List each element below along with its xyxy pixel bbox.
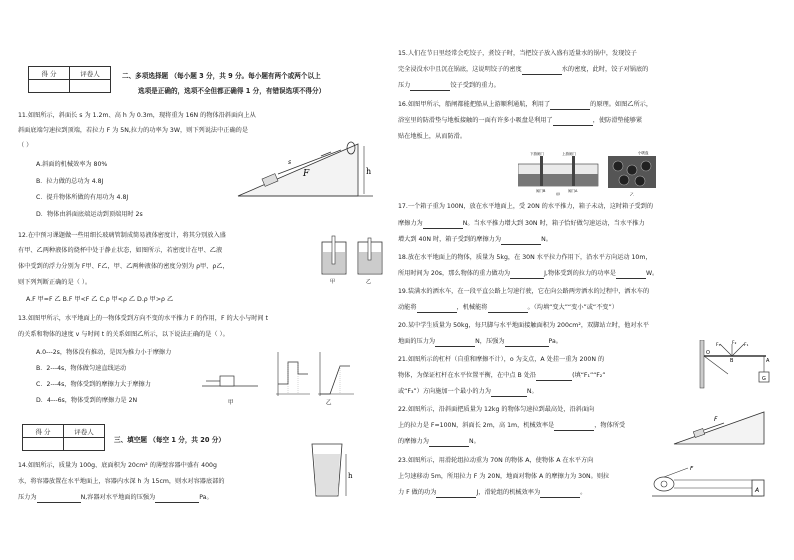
q16-valve-b-label: 阀门B [536,189,546,193]
q11-option-b: B．拉力做的总功为 4.8J [36,178,104,185]
q11-line2: 斜面底端匀速拉到顶端，若拉力 F 为 5N,拉力的功率为 3W，则下列说法中正确的是 [18,127,249,134]
q16-suction-cup-label: 小吸盘 [638,151,649,155]
q14-line2: 水，将容器放置在水平地面上，容器内水深 h 为 15cm，则水对容器底部的 [18,478,225,485]
q13-graphs-figure [198,348,358,406]
q16-line2 [398,117,642,126]
q22-blank-2[interactable] [429,438,469,447]
q20-blank-1[interactable] [435,338,475,347]
q12-line4: 则下列判断正确的是（ ）。 [18,279,92,286]
q17-text-c: 增大到 40N 时，箱子受到的摩擦力为 [398,236,502,243]
q15-blank-2[interactable] [410,82,450,91]
q23-line1: 23.如图所示，用滑轮组拉动重为 70N 的物体 A，使物体 A 在水平方向 [398,457,594,464]
grader-label: 评卷人 [70,67,111,80]
q21-line3 [398,388,538,397]
q16-blank-1[interactable] [550,101,590,110]
q22-text-d: N。 [468,438,480,445]
q21-o-label: O [706,350,710,356]
q12-jia-label: 甲 [330,279,336,284]
q16-downstream-gate-label: 下游闸门 [530,152,544,156]
q21-text-d: N。 [526,388,538,395]
section-3-title: 三、填空题 （每空 1 分，共 20 分） [114,436,225,444]
q11-line1: 11.如图所示，斜面长 s 为 1.2m、高 h 为 0.3m，现将重为 16N 的物体沿斜面向上从 [18,112,256,119]
q21-text-a: 物体，为保证杠杆在水平位置平衡，在中点 B 处沿 [398,372,537,379]
q16-lock-and-suction-figure [518,150,658,196]
section-2-title: 二、多项选择题 （每小题 3 分，共 9 分。每小题有两个或两个以上 [122,72,321,80]
q16-yi-label: 乙 [630,192,634,196]
q16-line1 [398,101,652,110]
q14-line3 [18,494,213,503]
q13-line2: 的关系和物体的速度 v 与时间 t 的关系如图乙所示，以下说法正确的是（ ）。 [18,331,229,338]
q11-h-label: h [366,167,372,176]
q23-text-a: 力 F 做的功为 [398,489,437,496]
q21-text-c: 或“F₃”）方向施加一个最小的力为 [398,388,491,395]
q13-option-d: D．4---6s，物体受到的摩擦力是 2N [36,397,138,404]
q22-line1: 22.如图所示，沿斜面把质量为 12kg 的物体匀速拉到最高处，沿斜面向 [398,406,595,413]
q12-yi-label: 乙 [366,279,372,284]
q23-line2: 上匀速移动 5m，所用拉力 F 为 20N，地面对物体 A 的摩擦力为 30N。则拉 [398,473,610,480]
q22-incline-figure [670,404,770,448]
q21-f2-label: F₂ [732,341,737,346]
q17-line3 [398,236,552,245]
q21-g-label: G [762,376,766,382]
q20-line1: 20.某中学生质量为 50kg，每只脚与水平地面接触面积为 200cm²，双脚站立时，他对水平 [398,322,649,329]
q21-a-label: A [766,358,770,364]
q18-blank-1[interactable] [510,270,544,279]
q13-option-c: C．2---4s，物体受到的摩擦力大于摩擦力 [36,381,151,388]
q16-blank-2[interactable] [553,117,593,126]
q21-f3-label: F₃ [716,343,721,348]
q21-b-label: B [730,358,734,364]
q22-text-c: 的摩擦力为 [398,438,429,445]
q15-text-d: 饺子受到的重力。 [450,82,500,89]
q16-valve-a-label: 阀门A [568,189,578,193]
q19-blank-1[interactable] [417,304,457,313]
q14-h-label: h [348,472,353,480]
score-label: 得 分 [29,67,70,80]
q11-option-c: C．提升物体所做的有用功为 4.8J [36,194,129,201]
q22-blank-1[interactable] [554,422,594,431]
q18-text-c: W。 [645,270,659,277]
q15-line1: 15.人们在节日里经常会吃饺子，煮饺子时，当把饺子放入盛有适量水的锅中，发现饺子 [398,50,637,57]
q18-line1: 18.放在水平地面上的物体，质量为 5kg，在 30N 水平拉力作用下，沿水平方向运动 10m， [398,254,652,261]
q21-f1-label: F₁ [744,343,749,348]
score-box-section-3 [22,424,105,451]
q13-option-a: A.0---2s，物体没有推动，是因为推力小于摩擦力 [36,349,172,356]
q17-text-d: N。 [541,236,552,243]
q11-s-label: s [288,159,292,166]
q14-text-c: Pa。 [199,494,213,501]
q19-blank-2[interactable] [488,304,528,313]
q15-line2 [398,66,648,75]
q17-line2 [398,220,645,229]
q19-line1: 19.装满水的洒水车，在一段平直公路上匀速行驶，它在向公路两旁洒水的过程中，洒水车的 [398,288,650,295]
q19-text-b: ，机械能将 [456,304,488,311]
q20-text-b: N，压强为 [475,338,505,345]
q17-line1: 17.一个箱子重为 100N，放在水平地面上，受 20N 的水平推力，箱子未动，这时箱子受到的 [398,203,654,210]
q16-text-c: 浴室里的防滑垫与地板接触的一面有许多小吸盘是利用了 [398,117,553,124]
q11-option-a: A.斜面的机械效率为 80% [36,161,108,168]
q22-line3 [398,438,480,447]
q23-pulley-figure [648,462,768,502]
q17-blank-2[interactable] [501,236,541,245]
q19-text-a: 动能将 [398,304,417,311]
q14-container-figure [308,440,358,500]
q18-blank-2[interactable] [616,270,646,279]
q22-text-a: 上的拉力是 F=100N，斜面长 2m，高 1m，机械效率是 [398,422,555,429]
q13-jia-label: 甲 [228,400,234,406]
q23-a-label: A [755,487,760,494]
q11-line3: （ ） [18,142,33,149]
q16-line3: 贴在地板上，从而防滑。 [398,133,467,140]
q22-force-label: F [714,416,718,423]
q16-jia-label: 甲 [556,192,560,196]
q12-beakers-figure [318,234,390,284]
q16-upstream-gate-label: 上游闸门 [562,152,576,156]
q12-options: A.F 甲=F 乙 B.F 甲<F 乙 C.ρ 甲<ρ 乙 D.ρ 甲>ρ 乙 [26,296,174,303]
score-label: 得 分 [23,425,64,438]
q18-line2 [398,270,658,279]
q21-blank-1[interactable] [536,372,572,381]
q22-line2 [398,422,625,431]
q15-text-b: 水的密度，此时，饺子对锅底的 [561,66,649,73]
grader-label: 评卷人 [64,425,105,438]
q12-line1: 12.在中预习课题做一些用细长玻璃管制成简易液体密度计，将其分别放入盛 [18,232,226,239]
grader-cell[interactable] [70,80,111,93]
q20-text-a: 地面的压力为 [398,338,436,345]
q22-text-b: ，物体所受 [594,422,626,429]
q21-lever-figure [698,340,776,390]
q23-blank-2[interactable] [540,489,580,498]
q17-blank-1[interactable] [423,220,463,229]
q18-text-b: J,物体受到的拉力的功率是 [544,270,616,277]
q12-line3: 体中受到的浮力分别为 F甲、F乙，甲、乙两种液体的密度分别为 ρ甲、ρ乙， [18,263,229,270]
q13-line1: 13.如图甲所示，水平地面上的一物体受到方向不变的水平推力 F 的作用，F 的大小与时间 t [18,315,268,322]
q12-line2: 有甲、乙两种液体的烧杯中处于静止状态，如图所示，若密度计在甲、乙液 [18,247,223,254]
q15-blank-1[interactable] [522,66,562,75]
q23-force-label: F [690,466,694,472]
q23-text-c: 。 [580,489,587,496]
q11-force-label: F [303,169,310,179]
q15-text-c: 压力 [398,82,411,89]
score-cell[interactable] [29,80,70,93]
q13-option-b: B．2---4s，物体做匀速直线运动 [36,365,127,372]
q18-text-a: 所用时间为 20s，那么物体的重力做功为 [398,270,511,277]
q21-blank-2[interactable] [491,388,527,397]
q13-yi-label: 乙 [326,400,332,406]
section-2-title-line2: 选项是正确的，选项不全但都正确得 1 分，有错误选项不得分） [138,87,326,95]
right-column [398,0,778,560]
q21-line2 [398,372,605,381]
q11-incline-figure [233,138,378,200]
q21-text-b: (填“F₁”“F₂” [572,372,606,379]
q17-text-b: N。当水平推力增大到 30N 时，箱子恰好做匀速运动，当水平推力 [462,220,645,227]
q21-line1: 21.如图所示的杠杆（自重和摩擦不计），o 为支点，A 处挂一重为 200N 的 [398,356,605,363]
q14-blank-2[interactable] [155,494,199,503]
q16-text-d: ，使防滑垫能够紧 [592,117,643,124]
q15-line3 [398,82,500,91]
q16-text-a: 16.如图甲所示，船闸都能把船从上游顺利通航，利用了 [398,101,551,108]
q16-text-b: 的原理。如图乙所示， [590,101,653,108]
q17-text-a: 摩擦力为 [398,220,423,227]
q19-text-c: 。（均填“变大”“变小”或“不变”） [527,304,618,311]
score-box-section-2 [28,66,111,93]
q15-text-a: 完全浸没水中且沉在锅底，这说明饺子的密度 [398,66,522,73]
q23-line3 [398,489,586,498]
q20-blank-2[interactable] [505,338,549,347]
q20-line2 [398,338,562,347]
grader-cell[interactable] [64,438,105,451]
q14-text-a: 压力为 [18,494,37,501]
q20-text-c: Pa。 [548,338,562,345]
q14-line1: 14.如图所示，质量为 100g、底面积为 20cm² 的薄壁容器中盛有 400g [18,462,217,469]
q14-blank-1[interactable] [37,494,81,503]
score-cell[interactable] [23,438,64,451]
q11-option-d: D．物体由斜面底端运动到顶端用时 2s [36,211,143,218]
q23-blank-1[interactable] [436,489,476,498]
left-column [18,0,388,560]
q14-text-b: N,容器对水平地面的压强为 [80,494,156,501]
q23-text-b: J，滑轮组的机械效率为 [476,489,541,496]
q19-line2 [398,304,618,313]
